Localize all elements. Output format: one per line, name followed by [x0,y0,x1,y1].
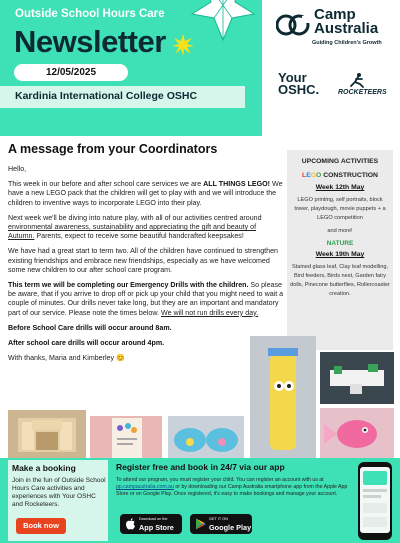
newsletter-header [0,0,400,136]
google-play-icon [195,518,206,530]
coordinator-message [8,142,284,369]
phone-app-mockup [358,462,392,540]
booking-text: Join in the fun of Outside School Hours Care activities and experiences with Your OSHC and Rocketeers. [12,477,106,508]
lego-letter: G [310,172,317,179]
craft-card-image [90,416,162,460]
lego-letter: E [306,172,311,179]
greeting: Hello, [8,165,27,173]
photo-craft-card [90,416,162,460]
week-activities: LEGO printing, self portraits, block tower, playdough, movie puppets + a LEGO competition [294,197,386,221]
school-name-bar [0,86,245,108]
rocketeers-logo: ROCKETEERS [338,89,387,96]
text: or by downloading our Camp Australia smartphone app from the Apple App Store or on Google Play. Once registered, it's easy to make bookings and manage your account. [116,483,348,497]
text: So please be aware, that if you arrive to drop off or pick up your child that you might need to wait a couple of minutes. Our drills never take long, but they are an important and mandatory part of our service. Please note the times below. [8,281,284,317]
photo-wooden-blocks [8,410,86,458]
handprint-art-image [168,416,244,462]
message-title: A message from your Coordinators [8,142,218,156]
google-play-badge[interactable] [190,514,252,534]
your-oshc-logo [278,72,338,96]
underlined-text: environmental awareness, sustainability and appreciating the gift and beauty of Autumn. [8,223,257,241]
text: To attend our program, you must register your child. You can register an account with us at [116,477,324,483]
drill-time-text: After school care drills will occur around 4pm. [8,339,165,348]
photo-handprint-art [168,416,244,462]
google-play-small-text: GET IT ON [209,517,228,521]
newsletter-date: 12/05/2025 [14,64,128,81]
underlined-text: We will not run drills every day. [161,308,259,317]
booking-title: Make a booking [12,463,76,473]
your-oshc-line2: OSHC. [278,82,320,97]
and-more-text: and more! [327,228,353,234]
drill-time-text: Before School Care drills will occur around 8am. [8,323,172,332]
book-now-button[interactable]: Book now [16,518,66,534]
logo-panel [262,0,400,136]
camp-australia-tagline: Guiding Children's Growth [312,40,382,46]
paragraph-nature [8,214,284,242]
app-store-label: App Store [139,522,174,532]
lego-creation-image [320,352,394,404]
school-name: Kardinia International College OSHC [15,90,198,102]
upcoming-activities-title: UPCOMING ACTIVITIES [301,158,379,165]
construction-label: CONSTRUCTION [321,172,378,179]
photo-cardboard-figure [250,336,316,458]
week-activities: Stained glass leaf, Clay leaf modelling, Bird feeders, Birds nest, Garden fairy dolls, Pinecone butterflies, Rollercoaster creation. [290,264,390,297]
upcoming-activities-panel [287,150,393,350]
paragraph-term-start: We have had a great start to term two. All of the children have continued to strengthen existing friendships and embrace new friendships, especially as we have welcomed some new children to our after school care program. [8,247,278,274]
highlight-text: This term we will be completing our Emergency Drills with the children. [8,281,249,290]
newsletter-title: Newsletter [14,24,166,59]
rocketeers-figure-icon [348,72,366,88]
camp-australia-line1: Camp [314,6,356,23]
week-heading: Week 19th May [315,251,365,258]
camp-australia-logo [314,8,394,36]
app-store-small-text: Download on the [139,517,168,521]
newsletter-subtitle: Outside School Hours Care [15,8,165,20]
photo-lego-creation [320,352,394,404]
fish-handprint-image [320,408,394,458]
signoff: With thanks, Maria and Kimberley 😊 [8,354,125,363]
registration-link[interactable]: pp.campaustralia.com.au [116,483,174,490]
lego-letter: L [302,172,307,179]
after-school-drill-time [8,339,284,348]
nature-heading: NATURE [326,240,354,247]
camp-australia-logo-icon [276,14,310,36]
phone-screen [360,467,390,533]
text: Next week we'll be diving into nature play, with all of our activities centred around [8,213,262,222]
paragraph-drills [8,281,284,318]
highlight-text: ALL THINGS LEGO! [203,180,271,189]
lego-construction-heading [287,172,393,179]
sun-burst-icon [172,34,194,56]
text: This week in our before and after school care services we are [8,180,204,189]
photo-fish-handprint [320,408,394,458]
before-school-drill-time [8,324,284,333]
cardboard-figure-image [250,336,316,458]
app-store-badge[interactable] [120,514,182,534]
register-title: Register free and book in 24/7 via our app [116,462,285,472]
google-play-label: Google Play [209,522,252,532]
camp-australia-line2: Australia [314,20,379,37]
text: We have a new LEGO pack that the children will get to play with and we will introduce the children to inventive ways to incorporate LEGO into their play. [8,180,283,207]
apple-icon [125,518,136,530]
app-screen-image [360,467,390,533]
wooden-blocks-image [8,410,86,458]
your-oshc-line1: Your [278,70,307,85]
register-text [116,477,356,497]
star-decoration-icon [188,0,258,42]
paragraph-lego [8,180,284,208]
week-heading: Week 12th May [315,184,365,191]
text: Parents, expect to receive some beautiful handcrafted keepsakes! [34,232,244,241]
lego-letter: O [316,172,322,179]
